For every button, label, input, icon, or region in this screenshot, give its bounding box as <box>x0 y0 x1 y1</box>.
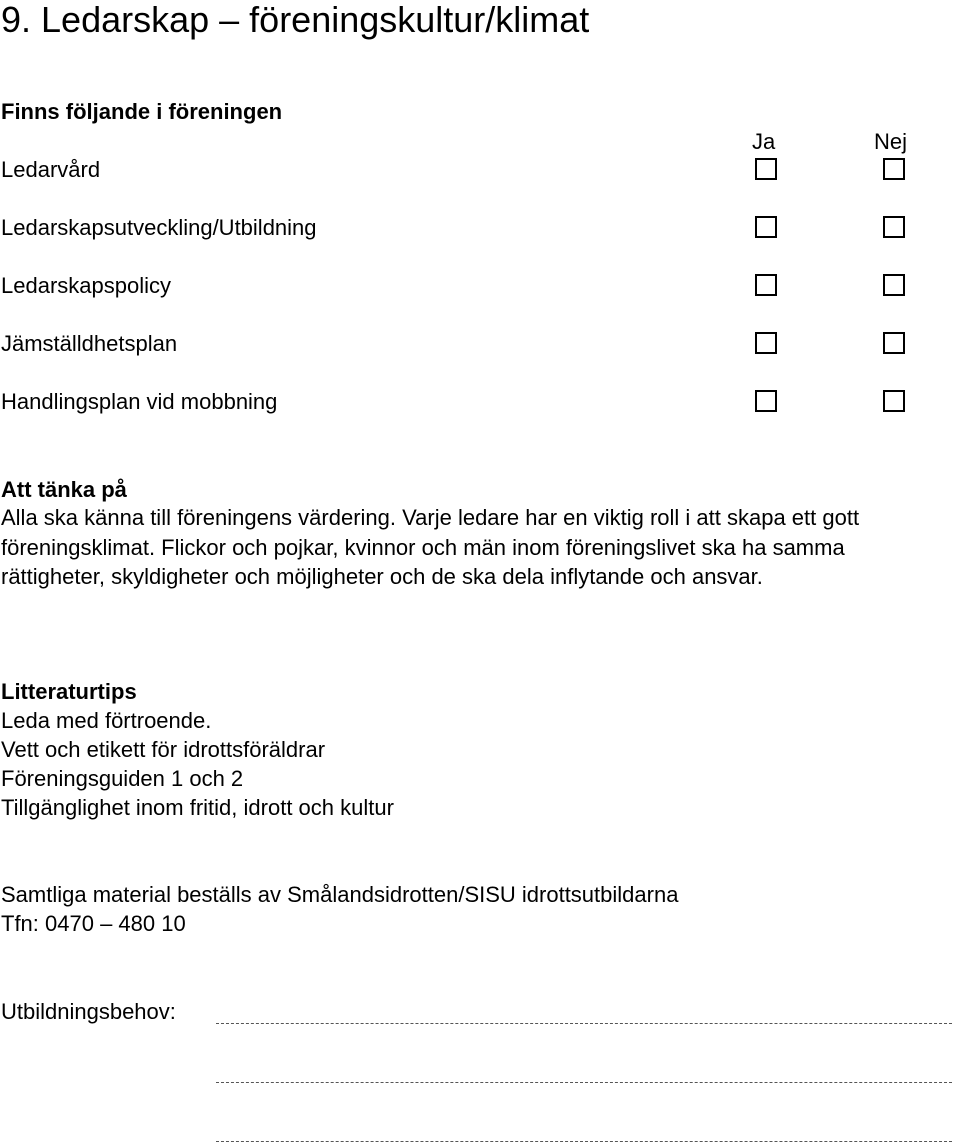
checklist-row-label: Jämställdhetsplan <box>1 331 178 356</box>
literature-heading: Litteraturtips <box>1 679 137 704</box>
checkbox-no[interactable] <box>883 332 905 354</box>
checkbox-yes[interactable] <box>755 274 777 296</box>
checklist-heading: Finns följande i föreningen <box>1 99 283 124</box>
literature-item: Tillgänglighet inom fritid, idrott och kultur <box>1 795 394 820</box>
checkbox-no[interactable] <box>883 158 905 180</box>
needs-line[interactable] <box>216 1141 952 1142</box>
needs-line[interactable] <box>216 1082 952 1083</box>
checklist-row-label: Ledarvård <box>1 157 101 182</box>
literature-item: Vett och etikett för idrottsföräldrar <box>1 737 326 762</box>
needs-label: Utbildningsbehov: <box>1 999 176 1024</box>
checkbox-yes[interactable] <box>755 216 777 238</box>
checkbox-yes[interactable] <box>755 332 777 354</box>
needs-line[interactable] <box>216 1023 952 1024</box>
think-paragraph: Alla ska känna till föreningens värdering. Varje ledare har en viktig roll i att skapa ett gott föreningsklimat. Flickor och pojkar, kvinnor och män inom föreningslivet ska ha samma rättigheter, skyldigheter och möjligheter och de ska dela inflytande och ansvar. <box>1 505 860 589</box>
checkbox-yes[interactable] <box>755 158 777 180</box>
checklist-row-label: Ledarskapspolicy <box>1 273 171 298</box>
order-info: Samtliga material beställs av Smålandsidrotten/SISU idrottsutbildarna <box>1 882 679 907</box>
checkbox-yes[interactable] <box>755 390 777 412</box>
page-title: 9. Ledarskap – föreningskultur/klimat <box>1 0 590 40</box>
order-phone: Tfn: 0470 – 480 10 <box>1 911 186 936</box>
checkbox-no[interactable] <box>883 274 905 296</box>
literature-item: Leda med förtroende. <box>1 708 212 733</box>
checkbox-no[interactable] <box>883 390 905 412</box>
checklist-row-label: Handlingsplan vid mobbning <box>1 389 278 414</box>
literature-item: Föreningsguiden 1 och 2 <box>1 766 244 791</box>
column-header-no: Nej <box>874 129 908 154</box>
checklist-row-label: Ledarskapsutveckling/Utbildning <box>1 215 317 240</box>
think-heading: Att tänka på <box>1 477 127 502</box>
column-header-yes: Ja <box>752 129 776 154</box>
checkbox-no[interactable] <box>883 216 905 238</box>
